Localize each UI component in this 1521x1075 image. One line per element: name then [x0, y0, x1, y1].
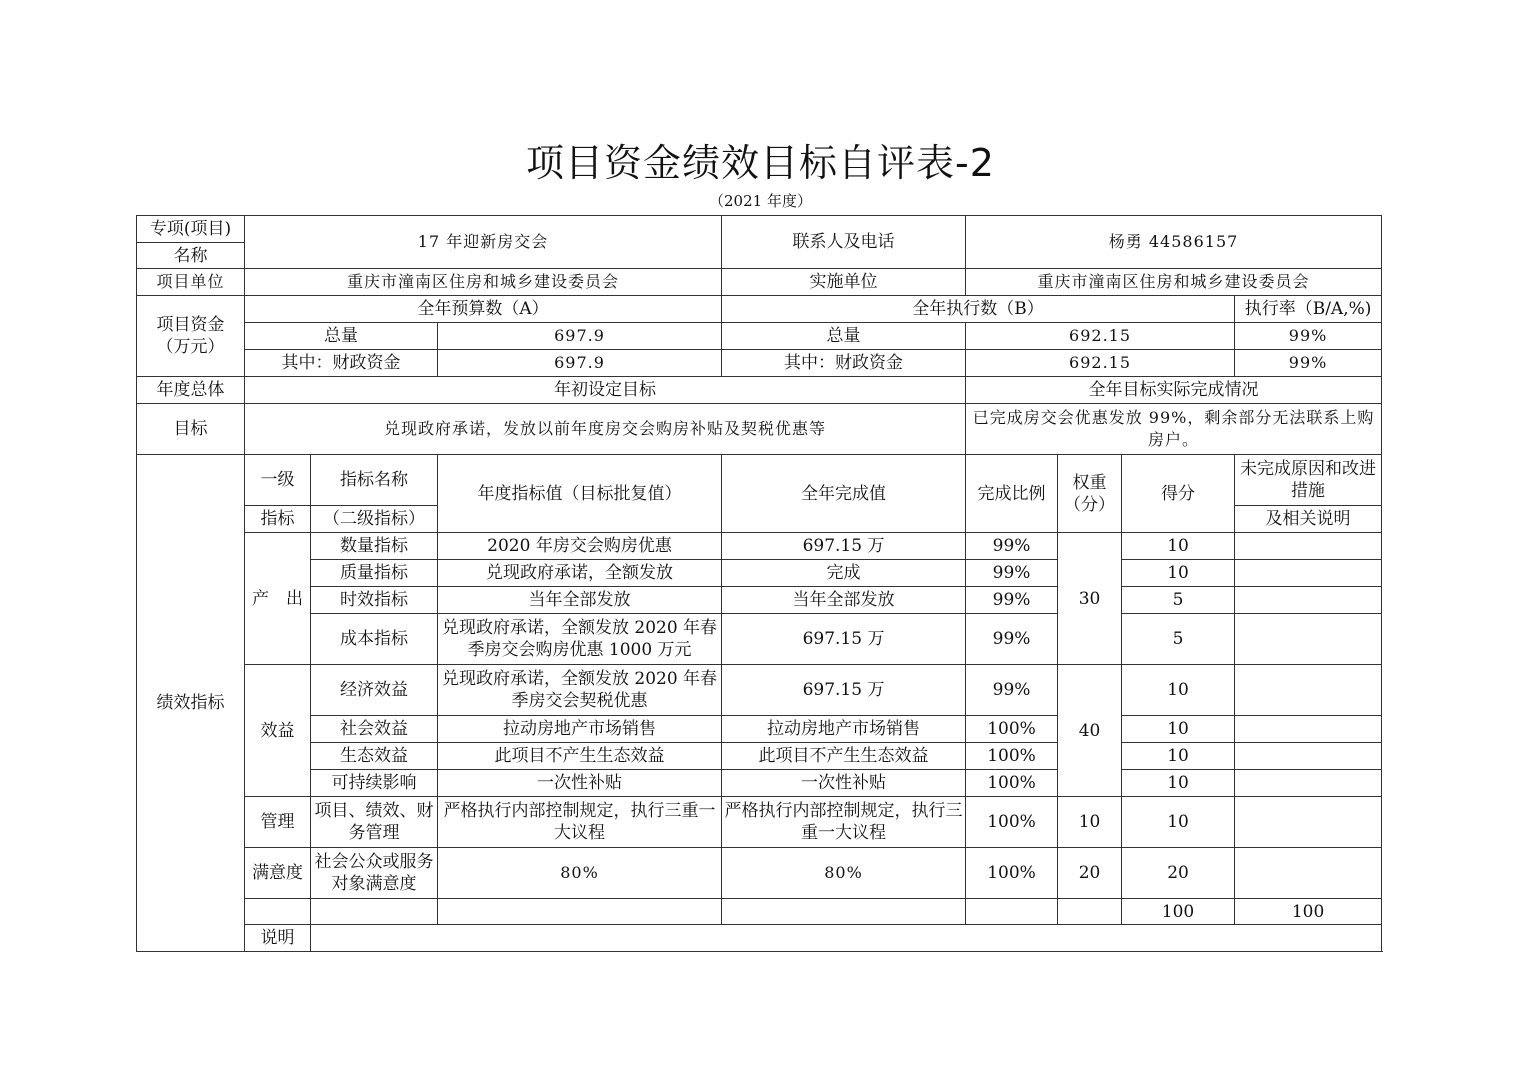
initial-goal-header: 年初设定目标 [245, 377, 966, 404]
header-level1-a: 一级 [245, 455, 311, 506]
project-unit-label: 项目单位 [137, 269, 245, 296]
header-target: 年度指标值（目标批复值） [438, 455, 722, 533]
header-reason-b: 及相关说明 [1235, 506, 1382, 533]
evaluation-table [136, 215, 1382, 952]
indicator-name: 社会效益 [311, 716, 438, 743]
indicator-actual: 80% [722, 848, 966, 899]
header-actual: 全年完成值 [722, 455, 966, 533]
benefit-weight: 40 [1058, 665, 1122, 797]
notes-value [311, 925, 1382, 952]
indicator-ratio: 99% [966, 587, 1058, 614]
table-row [137, 848, 1382, 899]
output-weight: 30 [1058, 533, 1122, 665]
indicator-target: 80% [438, 848, 722, 899]
contact-label: 联系人及电话 [722, 216, 966, 269]
totals-row [137, 899, 1382, 925]
report-year: （2021 年度） [709, 192, 812, 210]
indicator-ratio: 99% [966, 533, 1058, 560]
table-row [137, 614, 1382, 665]
indicator-name: 成本指标 [311, 614, 438, 665]
indicator-actual: 拉动房地产市场销售 [722, 716, 966, 743]
indicators-section-label: 绩效指标 [137, 455, 245, 952]
indicator-ratio: 99% [966, 614, 1058, 665]
indicator-score: 10 [1122, 797, 1235, 848]
indicator-score: 5 [1122, 614, 1235, 665]
indicator-target: 一次性补贴 [438, 770, 722, 797]
indicator-actual: 严格执行内部控制规定，执行三重一大议程 [722, 797, 966, 848]
goal-label-1: 年度总体 [137, 377, 245, 404]
indicator-name: 质量指标 [311, 560, 438, 587]
indicator-reason [1235, 716, 1382, 743]
project-unit: 重庆市潼南区住房和城乡建设委员会 [245, 269, 722, 296]
indicator-target: 兑现政府承诺，全额发放 [438, 560, 722, 587]
indicator-score: 10 [1122, 770, 1235, 797]
indicator-score: 10 [1122, 533, 1235, 560]
indicator-name: 社会公众或服务对象满意度 [311, 848, 438, 899]
initial-goal: 兑现政府承诺，发放以前年度房交会购房补贴及契税优惠等 [245, 404, 966, 455]
mgmt-label: 管理 [245, 797, 311, 848]
exec-total-label: 总量 [722, 323, 966, 350]
funds-label-2: （万元） [156, 337, 225, 357]
indicator-reason [1235, 665, 1382, 716]
total-score: 100 [1235, 899, 1382, 925]
indicator-name: 经济效益 [311, 665, 438, 716]
exec-total: 692.15 [966, 323, 1235, 350]
indicator-reason [1235, 743, 1382, 770]
indicator-actual: 当年全部发放 [722, 587, 966, 614]
indicator-score: 10 [1122, 560, 1235, 587]
indicator-ratio: 100% [966, 743, 1058, 770]
project-name-label-1: 专项(项目) [137, 216, 245, 243]
indicator-target: 严格执行内部控制规定，执行三重一大议程 [438, 797, 722, 848]
impl-unit: 重庆市潼南区住房和城乡建设委员会 [966, 269, 1382, 296]
contact-value: 杨勇 44586157 [966, 216, 1382, 269]
table-row [137, 587, 1382, 614]
indicator-actual: 697.15 万 [722, 533, 966, 560]
budget-header: 全年预算数（A） [245, 296, 722, 323]
table-row [137, 560, 1382, 587]
header-score: 得分 [1122, 455, 1235, 533]
indicator-target: 2020 年房交会购房优惠 [438, 533, 722, 560]
indicator-reason [1235, 560, 1382, 587]
project-name-label-2: 名称 [137, 243, 245, 269]
output-label: 产 出 [245, 533, 311, 665]
indicator-weight: 10 [1058, 797, 1122, 848]
indicator-ratio: 100% [966, 797, 1058, 848]
header-weight: 权重（分） [1058, 455, 1122, 533]
header-reason-a: 未完成原因和改进措施 [1235, 455, 1382, 506]
indicator-target: 此项目不产生生态效益 [438, 743, 722, 770]
budget-total: 697.9 [438, 323, 722, 350]
indicator-actual: 697.15 万 [722, 665, 966, 716]
page-title: 项目资金绩效目标自评表-2 [526, 141, 995, 185]
table-row [137, 716, 1382, 743]
indicator-score: 5 [1122, 587, 1235, 614]
budget-total-label: 总量 [245, 323, 438, 350]
indicator-ratio: 100% [966, 716, 1058, 743]
indicator-weight: 20 [1058, 848, 1122, 899]
total-weight: 100 [1122, 899, 1235, 925]
benefit-label: 效益 [245, 665, 311, 797]
table-row [137, 797, 1382, 848]
indicator-actual: 697.15 万 [722, 614, 966, 665]
indicator-target: 兑现政府承诺，全额发放 2020 年春季房交会契税优惠 [438, 665, 722, 716]
indicator-reason [1235, 614, 1382, 665]
indicator-reason [1235, 770, 1382, 797]
indicator-actual: 一次性补贴 [722, 770, 966, 797]
indicator-ratio: 100% [966, 848, 1058, 899]
indicator-name: 生态效益 [311, 743, 438, 770]
exec-fiscal: 692.15 [966, 350, 1235, 377]
indicator-target: 兑现政府承诺，全额发放 2020 年春季房交会购房优惠 1000 万元 [438, 614, 722, 665]
header-ratio: 完成比例 [966, 455, 1058, 533]
impl-unit-label: 实施单位 [722, 269, 966, 296]
table-row [137, 743, 1382, 770]
indicator-score: 10 [1122, 665, 1235, 716]
indicator-reason [1235, 797, 1382, 848]
indicator-name: 项目、绩效、财务管理 [311, 797, 438, 848]
header-name-a: 指标名称 [311, 455, 438, 506]
table-row [137, 665, 1382, 716]
indicator-name: 数量指标 [311, 533, 438, 560]
header-level1-b: 指标 [245, 506, 311, 533]
satis-label: 满意度 [245, 848, 311, 899]
rate-total: 99% [1235, 323, 1382, 350]
indicator-target: 拉动房地产市场销售 [438, 716, 722, 743]
actual-goal-header: 全年目标实际完成情况 [966, 377, 1382, 404]
indicator-ratio: 100% [966, 770, 1058, 797]
header-name-b: （二级指标） [311, 506, 438, 533]
exec-header: 全年执行数（B） [722, 296, 1235, 323]
indicator-reason [1235, 533, 1382, 560]
indicator-ratio: 99% [966, 560, 1058, 587]
goal-label-2: 目标 [137, 404, 245, 455]
indicator-ratio: 99% [966, 665, 1058, 716]
indicator-name: 可持续影响 [311, 770, 438, 797]
budget-fiscal-label: 其中：财政资金 [245, 350, 438, 377]
indicator-name: 时效指标 [311, 587, 438, 614]
indicator-target: 当年全部发放 [438, 587, 722, 614]
table-row [137, 533, 1382, 560]
table-row [137, 770, 1382, 797]
notes-label: 说明 [245, 925, 311, 952]
indicator-actual: 此项目不产生生态效益 [722, 743, 966, 770]
indicator-actual: 完成 [722, 560, 966, 587]
indicator-score: 10 [1122, 716, 1235, 743]
project-name: 17 年迎新房交会 [245, 216, 722, 269]
indicator-score: 20 [1122, 848, 1235, 899]
funds-label [137, 296, 245, 377]
indicator-reason [1235, 587, 1382, 614]
funds-label-1: 项目资金 [156, 315, 225, 335]
indicator-score: 10 [1122, 743, 1235, 770]
rate-header: 执行率（B/A,%) [1235, 296, 1382, 323]
actual-goal: 已完成房交会优惠发放 99%，剩余部分无法联系上购房户。 [966, 404, 1382, 455]
indicator-reason [1235, 848, 1382, 899]
budget-fiscal: 697.9 [438, 350, 722, 377]
rate-fiscal: 99% [1235, 350, 1382, 377]
exec-fiscal-label: 其中：财政资金 [722, 350, 966, 377]
